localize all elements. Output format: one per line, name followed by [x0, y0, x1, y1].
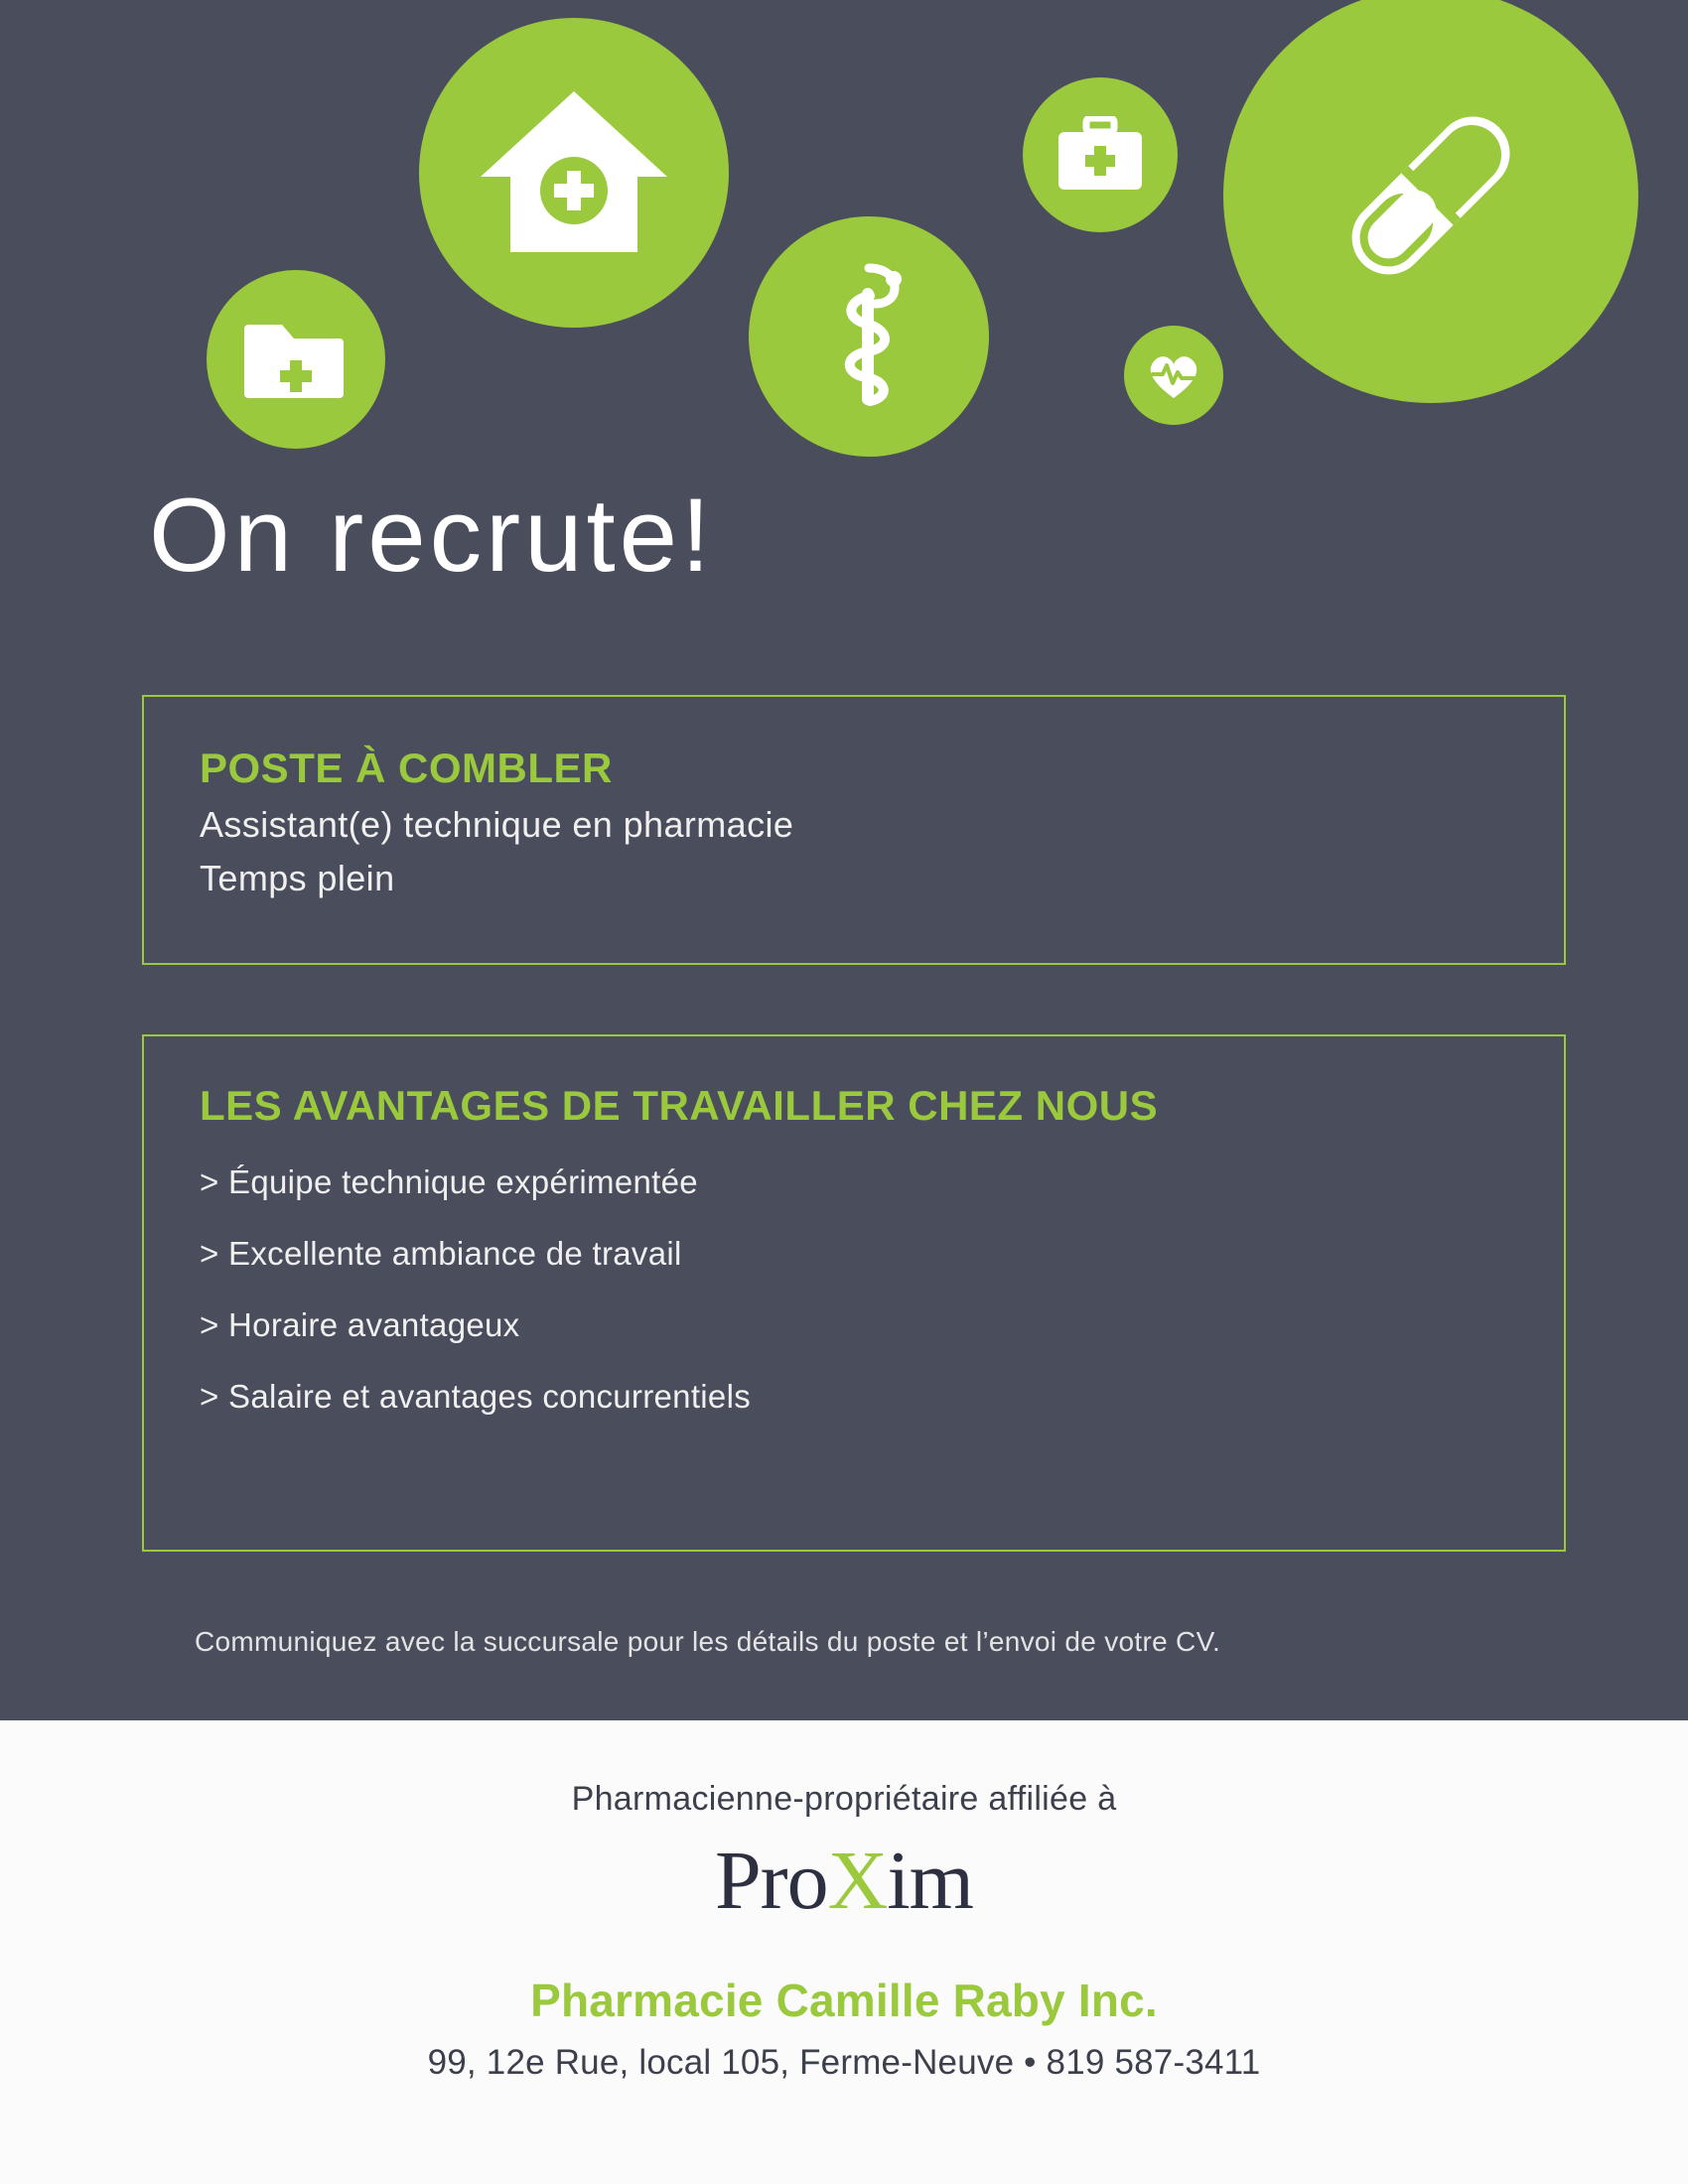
position-box [142, 695, 1566, 965]
contact-note: Communiquez avec la succursale pour les détails du poste et l’envoi de votre CV. [195, 1626, 1221, 1657]
list-item: > Horaire avantageux [200, 1306, 520, 1343]
list-item: > Excellente ambiance de travail [200, 1235, 682, 1272]
benefits-box-title: LES AVANTAGES DE TRAVAILLER CHEZ NOUS [200, 1082, 1159, 1129]
position-box-title: POSTE À COMBLER [200, 745, 613, 791]
proxim-logo-text [714, 1835, 974, 1927]
page-title: On recrute! [149, 478, 715, 594]
heart-pulse-icon [1124, 326, 1223, 425]
poster-footer [0, 1720, 1688, 2184]
proxim-logo-part3: im [887, 1835, 974, 1927]
affiliation-text: Pharmacienne-propriétaire affiliée à [571, 1780, 1117, 1818]
house-plus-icon [419, 18, 729, 328]
list-item: > Équipe technique expérimentée [200, 1163, 698, 1200]
proxim-logo-part1: Pro [714, 1835, 828, 1927]
position-line-2: Temps plein [200, 858, 395, 898]
pharmacy-name: Pharmacie Camille Raby Inc. [530, 1975, 1158, 2026]
benefits-box [142, 1034, 1566, 1552]
proxim-logo [0, 1837, 1688, 1926]
proxim-logo-x: X [827, 1835, 888, 1927]
pharmacy-address: 99, 12e Rue, local 105, Ferme-Neuve • 819 587-3411 [427, 2043, 1261, 2082]
capsule-pill-icon [1223, 0, 1638, 403]
first-aid-kit-icon [1023, 77, 1178, 232]
rod-of-asclepius-icon [749, 216, 989, 457]
list-item: > Salaire et avantages concurrentiels [200, 1378, 752, 1415]
folder-plus-icon [207, 270, 385, 449]
position-line-1: Assistant(e) technique en pharmacie [200, 804, 794, 845]
